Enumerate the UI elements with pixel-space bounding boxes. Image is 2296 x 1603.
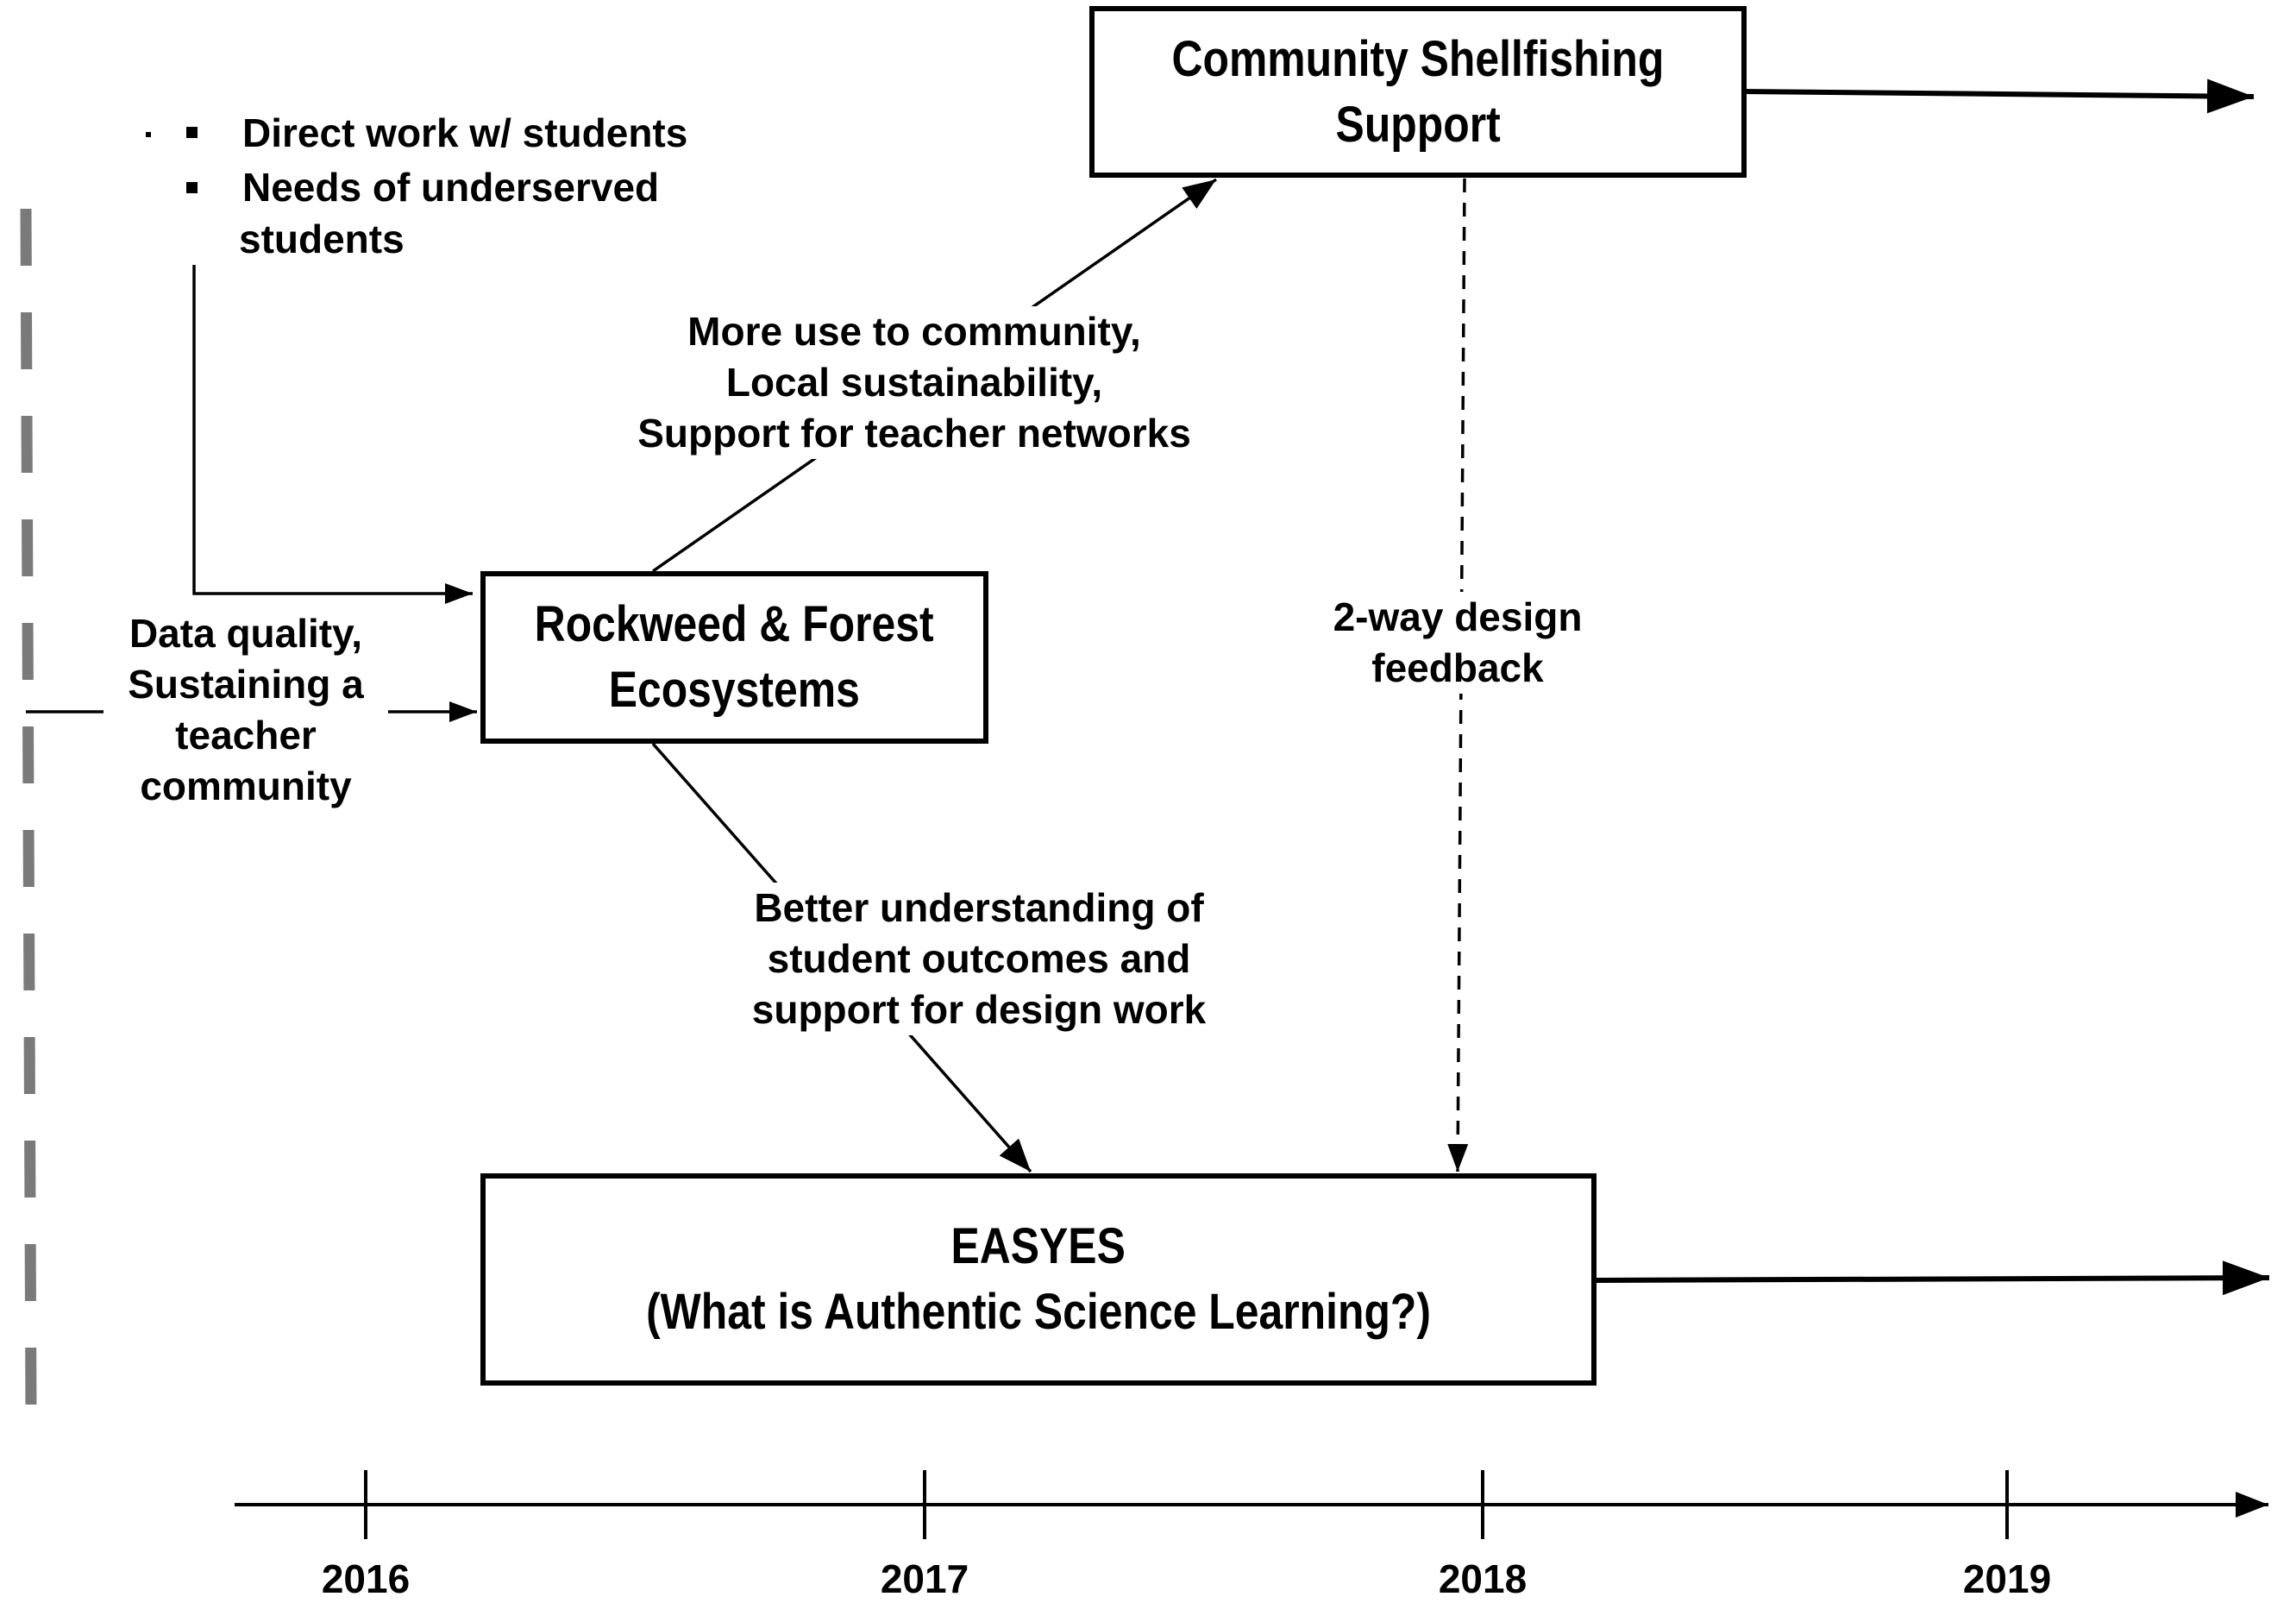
year-label-2018: 2018 <box>1438 1556 1528 1601</box>
community-use-line-3: Support for teacher networks <box>637 411 1191 456</box>
bullet-item-underserved: Needs of underserved <box>242 165 660 210</box>
shellfishing-continuation-arrow <box>1746 91 2254 97</box>
community-use-label <box>599 306 1229 459</box>
rockweed-box-line-1: Rockweed & Forest <box>535 596 934 652</box>
design-feedback-line-2: feedback <box>1371 645 1544 690</box>
community-use-line-1: More use to community, <box>687 309 1141 354</box>
student-outcomes-line-2: student outcomes and <box>767 936 1191 981</box>
year-label-2016: 2016 <box>321 1556 411 1601</box>
student-outcomes-line-3: support for design work <box>751 987 1207 1032</box>
data-quality-label <box>104 608 388 812</box>
bullet-item-direct-work: Direct work w/ students <box>242 110 688 155</box>
easyes-continuation-arrow <box>1597 1278 2269 1280</box>
easyes-box-line-2: (What is Authentic Science Learning?) <box>646 1284 1431 1340</box>
easyes-box-line-1: EASYES <box>950 1218 1126 1274</box>
bullet-list <box>0 0 688 261</box>
student-outcomes-label <box>712 883 1246 1035</box>
design-feedback-line-1: 2-way design <box>1333 594 1583 639</box>
easyes-box <box>480 1173 1597 1386</box>
shellfishing-box-line-1: Community Shellfishing <box>1171 30 1665 87</box>
shellfishing-box <box>1089 6 1747 178</box>
bullets-to-rockweed-arrow <box>194 265 473 594</box>
bullet-marker-2 <box>186 182 198 193</box>
rockweed-box <box>480 571 988 744</box>
shellfishing-box-line-2: Support <box>1335 96 1501 153</box>
bullet-item-underserved-cont: students <box>239 217 405 261</box>
rockweed-box-line-2: Ecosystems <box>608 662 861 718</box>
data-quality-line-2: Sustaining a <box>128 662 364 707</box>
student-outcomes-line-1: Better understanding of <box>754 885 1204 930</box>
year-label-2017: 2017 <box>880 1556 969 1601</box>
left-dashed-divider <box>26 209 31 1415</box>
data-quality-line-1: Data quality, <box>129 611 363 656</box>
stray-dot <box>146 132 151 137</box>
community-use-line-2: Local sustainability, <box>725 360 1103 405</box>
data-quality-line-4: community <box>140 764 352 808</box>
year-label-2019: 2019 <box>1962 1556 2052 1601</box>
design-feedback-label <box>1307 592 1609 694</box>
data-quality-line-3: teacher <box>175 713 317 757</box>
bullet-marker-1 <box>186 127 198 138</box>
